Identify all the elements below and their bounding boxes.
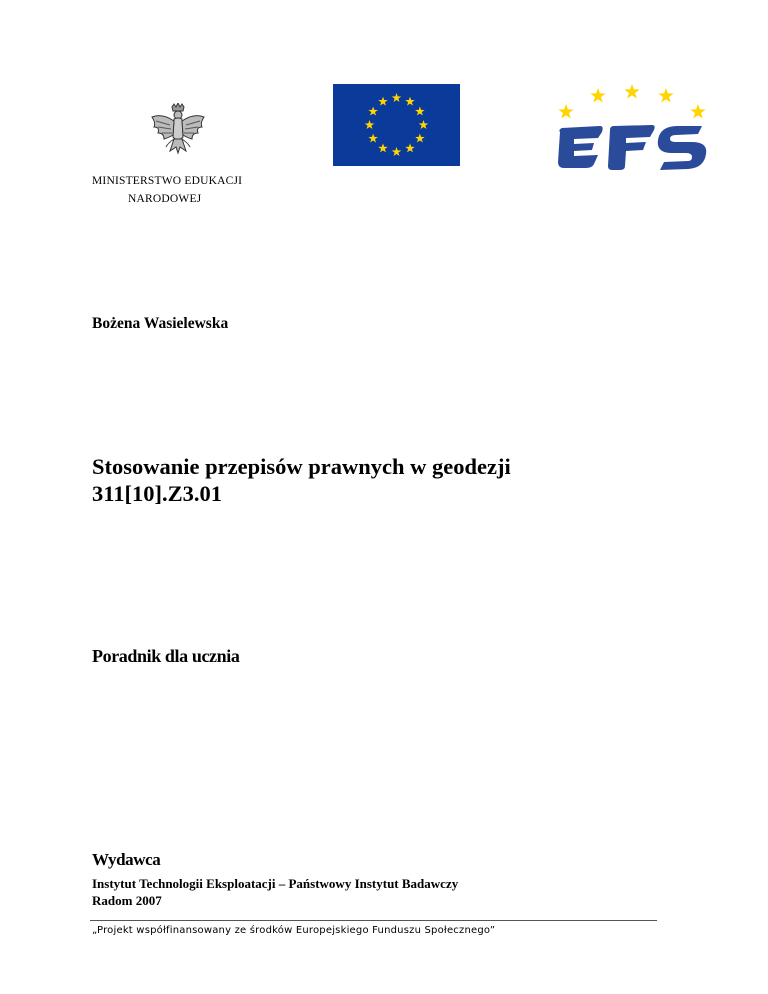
efs-star-icon (690, 104, 705, 118)
ministry-line-2: NARODOWEJ (128, 193, 202, 205)
title-line-1: Stosowanie przepisów prawnych w geodezji (92, 454, 511, 479)
author-name: Bożena Wasielewska (92, 315, 229, 332)
document-title (92, 453, 511, 507)
publisher-label: Wydawca (92, 850, 161, 869)
ministry-name (92, 172, 242, 208)
footer-divider (90, 920, 657, 921)
publisher-name: Instytut Technologii Eksploatacji – Państwowy Instytut Badawczy (92, 876, 459, 891)
document-subtitle: Poradnik dla ucznia (92, 646, 240, 666)
publisher-place-year: Radom 2007 (92, 893, 162, 908)
efs-star-icon (658, 88, 673, 102)
eu-flag-icon (333, 84, 460, 166)
efs-star-icon (558, 104, 573, 118)
polish-eagle-icon (150, 103, 206, 161)
ministry-line-1: MINISTERSTWO EDUKACJI (92, 175, 243, 187)
title-line-2: 311[10].Z3.01 (92, 481, 223, 506)
footer-note: „Projekt współfinansowany ze środków Europejskiego Funduszu Społecznego” (92, 925, 496, 936)
efs-star-icon (624, 84, 639, 98)
efs-star-icon (590, 88, 605, 102)
efs-logo-icon (552, 82, 712, 182)
